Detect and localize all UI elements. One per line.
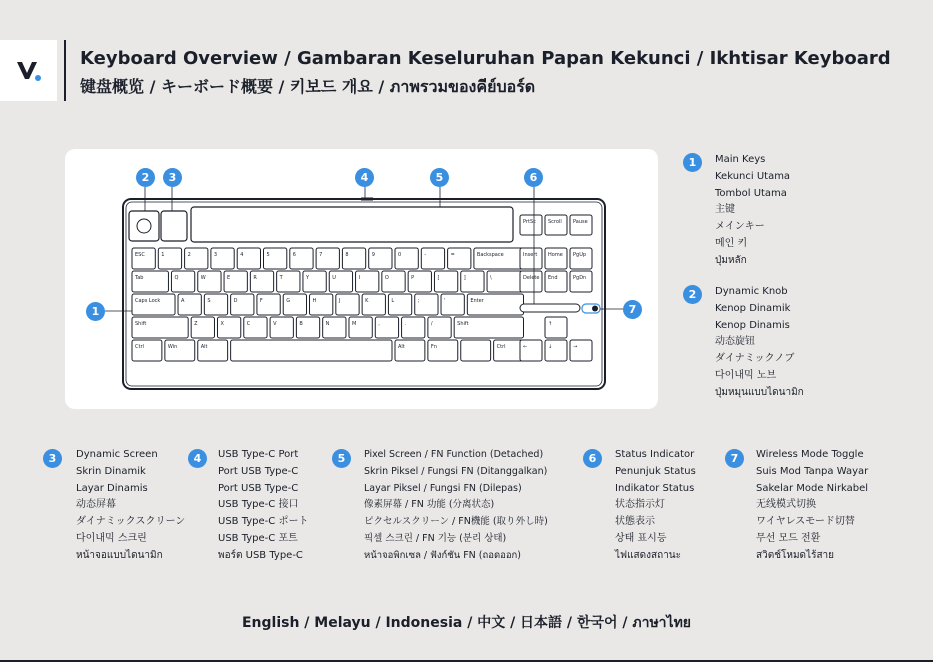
key-row1-4-label: 4	[240, 252, 244, 258]
callout-1: 1	[86, 302, 105, 321]
key-row4-5-label: B	[299, 321, 303, 327]
legend-status-indicator: Status Indicator Penunjuk Status Indikator Status 状态指示灯 状態表示 상태 표시등 ไฟแสดงสถานะ	[615, 449, 696, 561]
key-arrow-right-label: →	[573, 344, 578, 350]
key-nav1-1-label: Home	[548, 252, 563, 258]
key-row5-0-label: Ctrl	[135, 344, 144, 350]
legend-4-badge: 4	[188, 449, 207, 468]
key-row4-0-label: Shift	[135, 321, 147, 327]
key-row4-10-label: /	[430, 321, 433, 327]
legend-main-keys: Main Keys Kekunci Utama Tombol Utama 主键 メインキー 메인 키 ปุ่มหลัก	[715, 154, 791, 266]
key-row5-7-label: Ctrl	[496, 344, 506, 350]
key-nav2-2-label: PgDn	[573, 275, 587, 281]
key-row4-9-label: .	[404, 321, 407, 327]
brand-logo-mark	[15, 59, 43, 83]
key-row5-6	[461, 340, 491, 361]
key-row3-2-label: S	[207, 298, 211, 304]
key-arrow-up-label: ↑	[548, 321, 553, 327]
key-nav2-0-label: Delete	[523, 275, 540, 281]
key-row3-8-label: K	[365, 298, 369, 304]
key-row1-10-label: 0	[398, 252, 402, 258]
key-row2-4-label: R	[253, 275, 257, 281]
key-row1-3-label: 3	[213, 252, 218, 258]
key-row2-10-label: P	[411, 275, 415, 281]
key-row2-11-label: [	[437, 275, 440, 281]
key-row5-4-label: Alt	[398, 344, 405, 350]
key-row5-5-label: Fn	[430, 344, 437, 350]
dynamic-screen	[161, 211, 187, 241]
key-row2-2-label: W	[200, 275, 206, 281]
legend-3-badge: 3	[43, 449, 62, 468]
key-row2-6-label: Y	[305, 275, 310, 281]
key-nav-top-0-label: PrtSc	[523, 219, 536, 225]
legend-pixel-screen: Pixel Screen / FN Function (Detached) Skrin Piksel / Fungsi FN (Ditanggalkan) Layar Piksel / Fungsi FN (Dilepas) 像素屏幕 / FN 功能 (分离状态) ピクセルスクリーン / FN機能 (取り外し時) 픽셀 스크린 / FN 기능 (분리 상태) หน้าจอพิกเซล / ฟังก์ชัน FN (ถอดออก)	[364, 449, 548, 561]
key-row3-12-label: Enter	[470, 298, 484, 304]
key-row5-2-label: Alt	[200, 344, 208, 350]
key-row4-2-label: X	[220, 321, 224, 327]
key-row1-1-label: 1	[161, 252, 165, 258]
key-nav-top-2	[570, 215, 592, 235]
legend-7-badge: 7	[725, 449, 744, 468]
pixel-screen	[191, 207, 513, 242]
callout-4: 4	[355, 168, 374, 187]
callout-5: 5	[430, 168, 449, 187]
key-row2-8-label: I	[358, 275, 361, 281]
legend-2-badge: 2	[683, 285, 702, 304]
key-row1-5-label: 5	[266, 252, 270, 258]
callout-3: 3	[163, 168, 182, 187]
key-row2-9-label: O	[384, 275, 389, 281]
key-row3-3-label: D	[233, 298, 238, 304]
legend-6-badge: 6	[583, 449, 602, 468]
key-nav-top-2-label: Pause	[573, 219, 588, 225]
key-row3-7-label: J	[338, 298, 341, 304]
key-row1-12-label: =	[450, 252, 455, 258]
legend-1-badge: 1	[683, 153, 702, 172]
legend-wireless-toggle: Wireless Mode Toggle Suis Mod Tanpa Wayar Sakelar Mode Nirkabel 无线模式切换 ワイヤレスモード切替 무선 모드 전환 สวิตช์โหมดไร้สาย	[756, 449, 869, 561]
key-nav-top-0	[520, 215, 542, 235]
key-row3-4-label: F	[259, 298, 263, 304]
callout-2: 2	[136, 168, 155, 187]
status-indicator	[520, 304, 580, 312]
callout-7: 7	[623, 300, 642, 319]
wireless-toggle-knob	[592, 306, 598, 312]
key-row3-5-label: G	[286, 298, 291, 304]
key-row4-3-label: C	[246, 321, 251, 327]
key-row5-1-label: Win	[167, 344, 178, 350]
legend-dynamic-screen: Dynamic Screen Skrin Dinamik Layar Dinamis 动态屏幕 ダイナミックスクリーン 다이내믹 스크린 หน้าจอแบบไดนามิก	[76, 449, 186, 561]
key-row4-7-label: M	[351, 321, 357, 327]
key-row4-8-label: ,	[378, 321, 380, 327]
key-row4-11-label: Shift	[457, 321, 469, 327]
page-title: Keyboard Overview / Gambaran Keseluruhan Papan Kekunci / Ikhtisar Keyboard	[80, 48, 891, 69]
keyboard-illustration-panel	[65, 149, 658, 409]
key-row1-0-label: ESC	[135, 252, 145, 258]
key-arrow-left-label: ←	[523, 344, 528, 350]
key-row2-3-label: E	[227, 275, 231, 281]
page-subtitle: 键盘概览 / キーボード概要 / 키보드 개요 / ภาพรวมของคีย์บอร์ด	[80, 77, 536, 96]
key-row1-13-label: Backspace	[476, 252, 504, 258]
key-row2-13-label: \	[490, 275, 492, 281]
key-row4-6-label: N	[325, 321, 330, 327]
key-row3-11-label: '	[444, 298, 446, 304]
dynamic-knob	[129, 211, 159, 241]
key-row2-12-label: ]	[463, 275, 466, 281]
key-row3-0-label: Caps Lock	[135, 298, 161, 304]
legend-5-badge: 5	[332, 449, 351, 468]
key-row1-11-label: -	[424, 252, 427, 258]
legend-dynamic-knob: Dynamic Knob Kenop Dinamik Kenop Dinamis 动态旋钮 ダイナミックノブ 다이내믹 노브 ปุ่มหมุนแบบไดนามิก	[715, 286, 804, 398]
key-nav1-2-label: PgUp	[573, 252, 587, 258]
key-row3-1-label: A	[181, 298, 185, 304]
header-divider	[64, 40, 66, 101]
key-row1-8-label: 8	[345, 252, 349, 258]
key-row4-1-label: Z	[194, 321, 198, 327]
key-row1-2-label: 2	[187, 252, 191, 258]
key-row2-0-label: Tab	[135, 275, 144, 281]
key-nav1-0-label: Insert	[523, 252, 538, 258]
key-row1-9-label: 9	[371, 252, 375, 258]
key-row2-13	[487, 271, 523, 292]
key-row3-10-label: ;	[417, 298, 420, 304]
key-row2-5-label: T	[279, 275, 283, 281]
keyboard-illustration	[65, 149, 658, 409]
key-row4-4-label: V	[273, 321, 277, 327]
key-row1-6-label: 6	[292, 252, 296, 258]
key-nav2-1-label: End	[548, 275, 558, 281]
key-row2-1-label: Q	[174, 275, 179, 281]
key-nav-top-1-label: Scroll	[548, 219, 562, 225]
callout-6: 6	[524, 168, 543, 187]
key-row3-9-label: L	[391, 298, 395, 304]
key-row1-7-label: 7	[319, 252, 323, 258]
key-row3-6-label: H	[312, 298, 317, 304]
key-row5-3	[231, 340, 392, 361]
legend-usb-port: USB Type-C Port Port USB Type-C Port USB Type-C USB Type-C 接口 USB Type-C ポート USB Type-C 포트 พอร์ต USB Type-C	[218, 449, 309, 561]
language-list: English / Melayu / Indonesia / 中文 / 日本語 / 한국어 / ภาษาไทย	[241, 615, 692, 631]
key-nav-top-1	[545, 215, 567, 235]
brand-logo	[0, 40, 57, 101]
key-arrow-down-label: ↓	[548, 344, 553, 350]
key-row2-7-label: U	[332, 275, 336, 281]
